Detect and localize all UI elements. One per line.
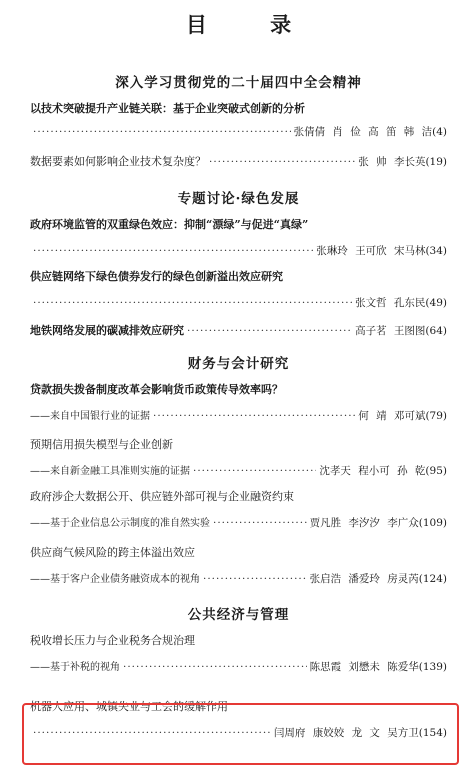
article-8[interactable] [30,488,447,532]
article-subtitle: ——来自中国银行业的证据 [30,411,150,422]
leader-dots [209,154,355,171]
article-6[interactable] [30,381,447,425]
article-entry-line [30,408,447,425]
section-heading-1: 深入学习贯彻党的二十届四中全会精神 [115,75,362,91]
leader-dots [187,323,352,340]
article-10[interactable] [30,632,447,676]
article-entry-line [30,295,447,312]
article-entry-line [30,571,447,588]
article-subtitle: ——基于补税的视角 [30,662,120,673]
article-title[interactable]: 机器人应用、城镇失业与工会的缓解作用 [30,700,228,713]
article-authors: 张启浩 潘爱玲 房灵芮(124) [309,573,447,585]
article-authors: 贾凡胜 李汐汐 李广众(109) [309,517,447,529]
article-authors: 高子茗 王图图(64) [355,325,447,337]
article-title[interactable]: 以技术突破提升产业链关联：基于企业突破式创新的分析 [30,102,305,115]
article-entry-line [30,153,447,170]
highlight-box [22,703,459,765]
section-heading-4: 公共经济与管理 [187,607,290,623]
article-title[interactable]: 数据要素如何影响企业技术复杂度？ [30,155,206,168]
article-title[interactable]: 地铁网络发展的碳减排效应研究 [30,324,184,337]
article-entry-line [30,243,447,260]
article-title[interactable]: 政府环境监管的双重绿色效应：抑制“漂绿”与促进“真绿” [30,218,309,231]
article-authors: 张文哲 孔东民(49) [355,297,447,309]
article-authors: 闫周府 康姣姣 龙 文 吴方卫(154) [273,727,447,739]
article-title[interactable]: 政府涉企大数据公开、供应链外部可视与企业融资约束 [30,490,294,503]
article-authors: 张 帅 李长英(19) [358,156,447,168]
article-9[interactable] [30,544,447,588]
article-title[interactable]: 预期信用损失模型与企业创新 [30,438,173,451]
article-3[interactable] [30,216,447,260]
leader-dots [33,124,291,141]
article-7[interactable] [30,436,447,480]
article-1[interactable] [30,100,447,141]
section-heading-3: 财务与会计研究 [187,356,290,372]
leader-dots [193,463,316,480]
leader-dots [123,659,307,676]
article-authors: 陈思霞 刘懋未 陈爱华(139) [309,661,447,673]
leader-dots [153,408,355,425]
article-entry-line [30,322,447,339]
article-authors: 张倩倩 肖 俭 高 笛 韩 洁(4) [293,126,447,138]
article-title[interactable]: 贷款损失拨备制度改革会影响货币政策传导效率吗？ [30,383,283,396]
article-entry-line [30,659,447,676]
article-authors: 何 靖 邓可斌(79) [358,410,447,422]
article-title[interactable]: 供应链网络下绿色债券发行的绿色创新溢出效应研究 [30,270,283,283]
leader-dots [213,515,307,532]
article-5[interactable] [30,322,447,339]
leader-dots [33,295,352,312]
article-authors: 沈孝天 程小可 孙 乾(95) [319,465,447,477]
article-entry-line [30,515,447,532]
article-title[interactable]: 供应商气候风险的跨主体溢出效应 [30,546,195,559]
toc-title: 目 录 [185,12,320,37]
article-entry-line [30,463,447,480]
article-subtitle: ——基于客户企业债务融资成本的视角 [30,574,200,585]
leader-dots [203,571,307,588]
article-subtitle: ——来自新金融工具准则实施的证据 [30,466,190,477]
article-authors: 张琳玲 王可欣 宋马林(34) [316,245,447,257]
leader-dots [33,243,313,260]
article-4[interactable] [30,268,447,312]
section-heading-2: 专题讨论·绿色发展 [177,191,300,207]
article-2[interactable] [30,153,447,170]
article-entry-line [30,124,447,141]
article-subtitle: ——基于企业信息公示制度的准自然实验 [30,518,210,529]
article-title[interactable]: 税收增长压力与企业税务合规治理 [30,634,195,647]
